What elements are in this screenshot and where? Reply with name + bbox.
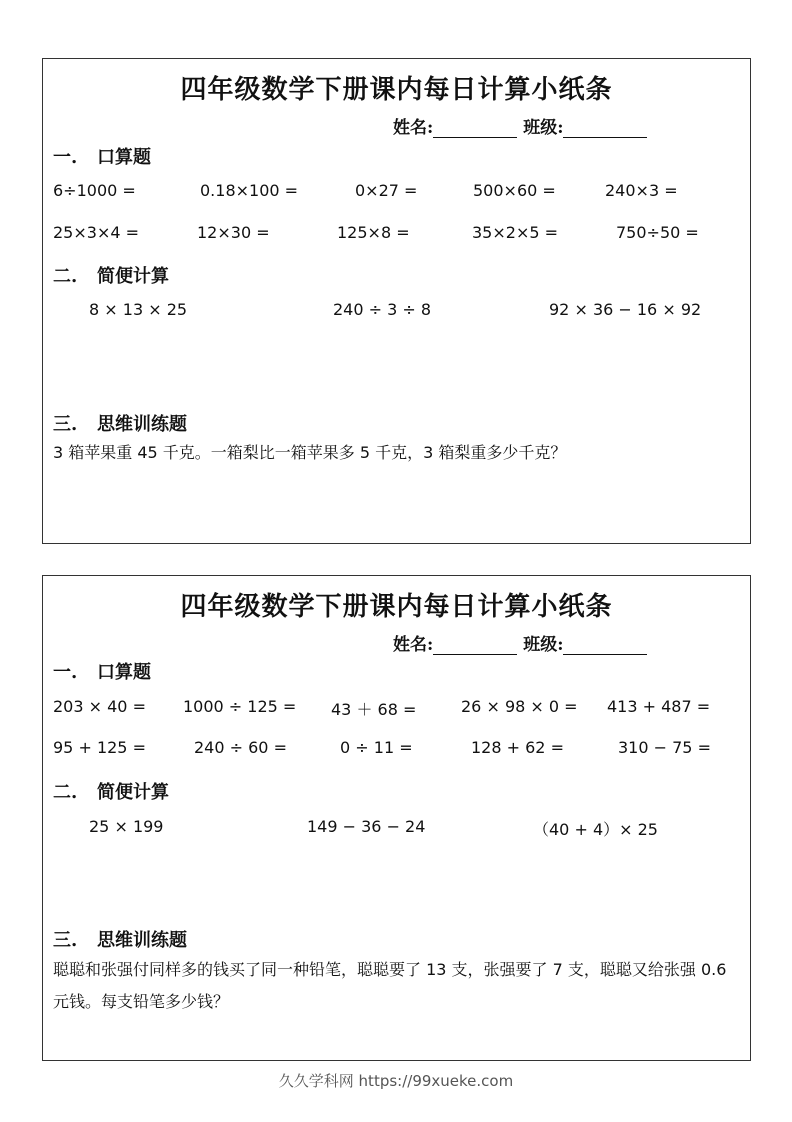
simplify-item: 8 × 13 × 25 xyxy=(89,300,188,319)
student-info xyxy=(393,630,647,655)
section-title: 思维训练题 xyxy=(97,930,187,951)
simplify-item: （40 + 4）× 25 xyxy=(533,820,658,839)
class-label: 班级: xyxy=(523,118,564,138)
oral-item: 25×3×4 = xyxy=(53,223,140,242)
section-simplify xyxy=(53,262,169,288)
student-info xyxy=(393,113,647,138)
name-label: 姓名: xyxy=(393,118,434,138)
oral-item: 203 × 40 = xyxy=(53,697,146,716)
section-title: 简便计算 xyxy=(97,782,169,803)
section-number: 三. xyxy=(53,930,78,951)
simplify-item: 25 × 199 xyxy=(89,817,164,836)
name-blank[interactable] xyxy=(433,119,517,138)
oral-item: 413 + 487 = xyxy=(607,697,711,716)
card-title: 四年级数学下册课内每日计算小纸条 xyxy=(180,75,613,105)
worksheet-card-1 xyxy=(42,58,751,544)
simplify-item: 92 × 36 − 16 × 92 xyxy=(549,300,702,319)
oral-item: 500×60 = xyxy=(473,181,556,200)
word-problem: 聪聪和张强付同样多的钱买了同一种铅笔，聪聪要了 13 支，张强要了 7 支，聪聪又给张强 0.6 元钱。每支铅笔多少钱？ xyxy=(53,960,727,1011)
oral-item: 0.18×100 = xyxy=(200,181,299,200)
class-blank[interactable] xyxy=(563,636,647,655)
oral-item: 128 + 62 = xyxy=(471,738,564,757)
section-number: 一. xyxy=(53,147,78,168)
section-thinking xyxy=(53,410,187,436)
oral-item: 43 ＋ 68 = xyxy=(331,700,417,719)
section-thinking xyxy=(53,926,187,952)
oral-item: 310 − 75 = xyxy=(618,738,711,757)
oral-item: 12×30 = xyxy=(197,223,270,242)
section-number: 二. xyxy=(53,782,78,803)
class-blank[interactable] xyxy=(563,119,647,138)
name-blank[interactable] xyxy=(433,636,517,655)
section-simplify xyxy=(53,778,169,804)
section-oral xyxy=(53,658,151,684)
section-number: 三. xyxy=(53,414,78,435)
oral-item: 0×27 = xyxy=(355,181,418,200)
class-label: 班级: xyxy=(523,635,564,655)
section-title: 简便计算 xyxy=(97,266,169,287)
oral-item: 240×3 = xyxy=(605,181,678,200)
oral-item: 95 + 125 = xyxy=(53,738,146,757)
footer-watermark: 久久学科网 https://99xueke.com xyxy=(278,1072,514,1090)
oral-item: 125×8 = xyxy=(337,223,410,242)
oral-item: 240 ÷ 60 = xyxy=(194,738,287,757)
section-title: 口算题 xyxy=(97,662,151,683)
section-number: 二. xyxy=(53,266,78,287)
section-title: 思维训练题 xyxy=(97,414,187,435)
oral-item: 750÷50 = xyxy=(616,223,699,242)
simplify-item: 149 − 36 − 24 xyxy=(307,817,426,836)
section-title: 口算题 xyxy=(97,147,151,168)
section-oral xyxy=(53,143,151,169)
section-number: 一. xyxy=(53,662,78,683)
oral-item: 0 ÷ 11 = xyxy=(340,738,413,757)
simplify-item: 240 ÷ 3 ÷ 8 xyxy=(333,300,432,319)
oral-item: 1000 ÷ 125 = xyxy=(183,697,297,716)
oral-item: 35×2×5 = xyxy=(472,223,559,242)
name-label: 姓名: xyxy=(393,635,434,655)
oral-item: 6÷1000 = xyxy=(53,181,136,200)
worksheet-card-2 xyxy=(42,575,751,1061)
card-title: 四年级数学下册课内每日计算小纸条 xyxy=(180,592,613,622)
word-problem: 3 箱苹果重 45 千克。一箱梨比一箱苹果多 5 千克，3 箱梨重多少千克？ xyxy=(53,443,567,462)
oral-item: 26 × 98 × 0 = xyxy=(461,697,578,716)
